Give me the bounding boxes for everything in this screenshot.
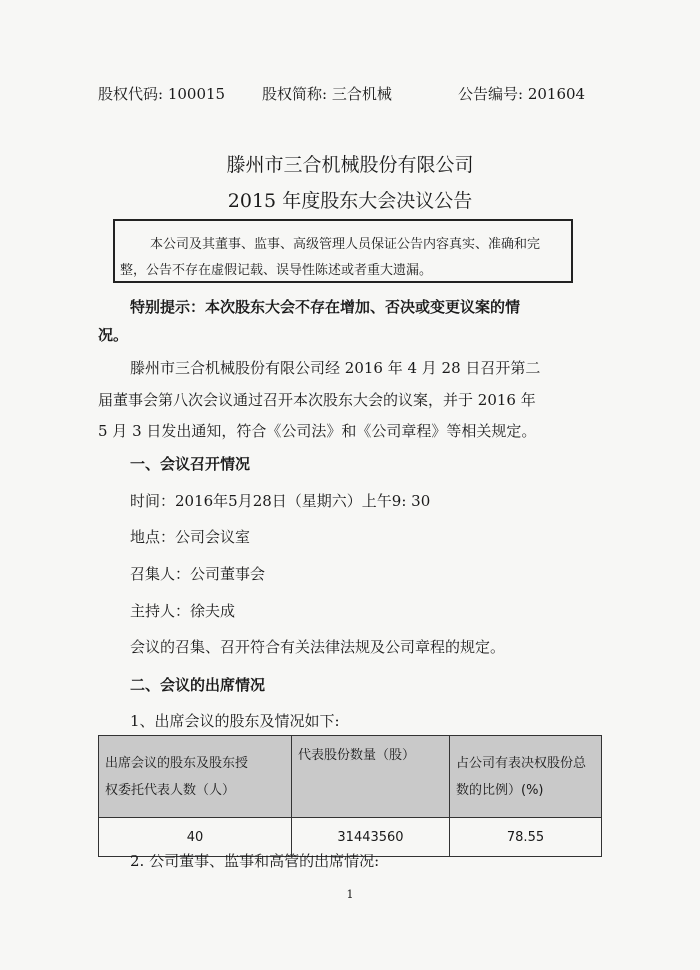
company-title: 滕州市三合机械股份有限公司 xyxy=(226,154,474,176)
header-share-ratio: 占公司有表决权股份总 数的比例）(%) xyxy=(450,736,602,818)
attendance-item-1: 1、出席会议的股东及情况如下: xyxy=(130,712,340,730)
meeting-place: 地点：公司会议室 xyxy=(130,528,251,546)
disclaimer-line-1: 本公司及其董事、监事、高级管理人员保证公告内容真实、准确和完 xyxy=(150,237,541,252)
meeting-host: 主持人：徐夫成 xyxy=(130,602,236,620)
notice-title: 2015 年度股东大会决议公告 xyxy=(227,190,473,212)
attendance-item-2: 2. 公司董事、监事和高管的出席情况: xyxy=(130,852,380,870)
section-1-heading: 一、会议召开情况 xyxy=(130,455,251,473)
special-hint-line-1: 特别提示：本次股东大会不存在增加、否决或变更议案的情 xyxy=(130,298,521,316)
attendance-table xyxy=(98,735,602,857)
special-hint-line-2: 况。 xyxy=(98,326,129,344)
cell-shareholder-count: 40 xyxy=(99,818,292,857)
cell-share-ratio: 78.55 xyxy=(450,818,602,857)
meeting-convener: 召集人：公司董事会 xyxy=(130,565,266,583)
intro-line-1: 滕州市三合机械股份有限公司经 2016 年 4 月 28 日召开第二 xyxy=(130,359,541,377)
disclaimer-box xyxy=(113,219,573,283)
intro-line-3: 5 月 3 日发出通知，符合《公司法》和《公司章程》等相关规定。 xyxy=(98,422,537,440)
meeting-time: 时间：2016年5月28日（星期六）上午9: 30 xyxy=(130,492,431,510)
cell-share-count: 31443560 xyxy=(292,818,450,857)
table-header-row xyxy=(99,736,602,818)
disclaimer-line-2: 整，公告不存在虚假记载、误导性陈述或者重大遗漏。 xyxy=(120,263,433,278)
notice-number: 公告编号: 201604 xyxy=(458,85,586,103)
intro-line-2: 届董事会第八次会议通过召开本次股东大会的议案，并于 2016 年 xyxy=(98,391,536,409)
stock-abbreviation: 股权简称: 三合机械 xyxy=(262,85,392,103)
meeting-compliance: 会议的召集、召开符合有关法律法规及公司章程的规定。 xyxy=(130,638,506,656)
header-shareholder-count: 出席会议的股东及股东授 权委托代表人数（人） xyxy=(99,736,292,818)
stock-code: 股权代码: 100015 xyxy=(98,85,226,103)
section-2-heading: 二、会议的出席情况 xyxy=(130,676,266,694)
header-share-count: 代表股份数量（股） xyxy=(292,736,450,818)
page-number: 1 xyxy=(346,888,354,901)
